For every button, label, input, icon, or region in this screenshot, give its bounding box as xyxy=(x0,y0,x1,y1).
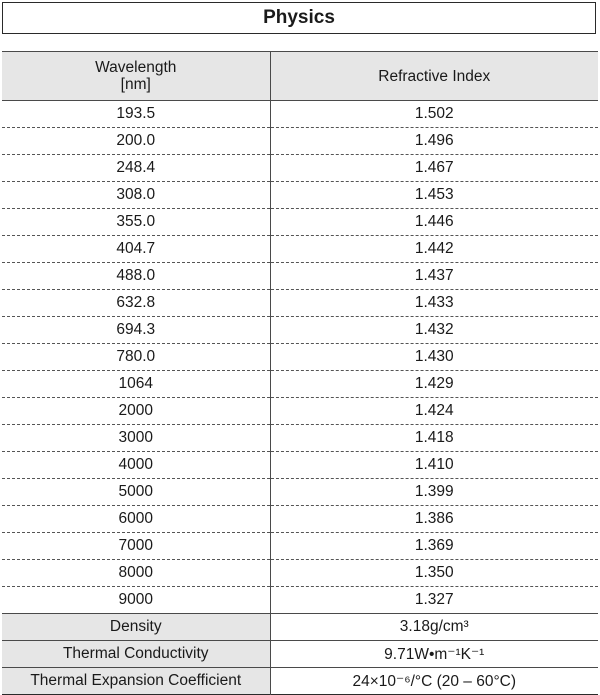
wavelength-column-header xyxy=(2,52,270,101)
refractive-index-cell: 1.429 xyxy=(270,371,598,398)
table-row xyxy=(2,182,598,209)
refractive-index-cell: 1.446 xyxy=(270,209,598,236)
wavelength-rows xyxy=(2,101,598,614)
refractive-index-cell: 1.399 xyxy=(270,479,598,506)
wavelength-cell: 355.0 xyxy=(2,209,270,236)
table-row xyxy=(2,479,598,506)
table-row xyxy=(2,263,598,290)
property-row xyxy=(2,614,598,641)
wavelength-cell: 3000 xyxy=(2,425,270,452)
table-row xyxy=(2,533,598,560)
wavelength-cell: 488.0 xyxy=(2,263,270,290)
refractive-index-cell: 1.386 xyxy=(270,506,598,533)
refractive-index-cell: 1.502 xyxy=(270,101,598,128)
property-value-cell: 24×10⁻⁶/°C (20 – 60°C) xyxy=(352,672,517,690)
refractive-index-cell: 1.430 xyxy=(270,344,598,371)
property-row xyxy=(2,668,598,695)
wavelength-cell: 5000 xyxy=(2,479,270,506)
wavelength-cell: 248.4 xyxy=(2,155,270,182)
refractive-index-cell: 1.369 xyxy=(270,533,598,560)
table-row xyxy=(2,452,598,479)
refractive-index-column-header: Refractive Index xyxy=(270,52,598,101)
refractive-index-cell: 1.496 xyxy=(270,128,598,155)
table-row xyxy=(2,155,598,182)
refractive-index-cell: 1.350 xyxy=(270,560,598,587)
table-row xyxy=(2,371,598,398)
table-row xyxy=(2,128,598,155)
wavelength-cell: 1064 xyxy=(2,371,270,398)
wavelength-header-unit: [nm] xyxy=(120,76,151,93)
physics-table xyxy=(2,51,598,695)
refractive-index-cell: 1.418 xyxy=(270,425,598,452)
table-row xyxy=(2,560,598,587)
wavelength-header-label: Wavelength xyxy=(95,59,177,76)
wavelength-cell: 8000 xyxy=(2,560,270,587)
refractive-index-cell: 1.432 xyxy=(270,317,598,344)
table-row xyxy=(2,101,598,128)
table-row xyxy=(2,398,598,425)
refractive-index-cell: 1.410 xyxy=(270,452,598,479)
refractive-index-cell: 1.433 xyxy=(270,290,598,317)
table-header-row xyxy=(2,52,598,101)
wavelength-cell: 200.0 xyxy=(2,128,270,155)
property-name-cell: Thermal Conductivity xyxy=(2,641,270,668)
table-row xyxy=(2,290,598,317)
refractive-index-cell: 1.453 xyxy=(270,182,598,209)
refractive-index-cell: 1.437 xyxy=(270,263,598,290)
refractive-index-cell: 1.424 xyxy=(270,398,598,425)
wavelength-cell: 404.7 xyxy=(2,236,270,263)
property-name-cell: Density xyxy=(2,614,270,641)
table-row xyxy=(2,236,598,263)
property-value-cell: 3.18g/cm³ xyxy=(270,614,598,641)
table-row xyxy=(2,587,598,614)
refractive-index-cell: 1.442 xyxy=(270,236,598,263)
table-row xyxy=(2,425,598,452)
refractive-index-cell: 1.327 xyxy=(270,587,598,614)
wavelength-cell: 4000 xyxy=(2,452,270,479)
wavelength-cell: 9000 xyxy=(2,587,270,614)
property-row xyxy=(2,641,598,668)
wavelength-cell: 2000 xyxy=(2,398,270,425)
wavelength-cell: 6000 xyxy=(2,506,270,533)
wavelength-cell: 308.0 xyxy=(2,182,270,209)
wavelength-cell: 193.5 xyxy=(2,101,270,128)
wavelength-cell: 694.3 xyxy=(2,317,270,344)
table-row xyxy=(2,506,598,533)
table-row xyxy=(2,317,598,344)
wavelength-cell: 780.0 xyxy=(2,344,270,371)
property-rows xyxy=(2,614,598,695)
property-value-cell: 9.71W•m⁻¹K⁻¹ xyxy=(270,641,598,668)
refractive-index-cell: 1.467 xyxy=(270,155,598,182)
property-name-cell: Thermal Expansion Coefficient xyxy=(2,668,270,695)
wavelength-cell: 632.8 xyxy=(2,290,270,317)
wavelength-cell: 7000 xyxy=(2,533,270,560)
page-title: Physics xyxy=(2,2,596,34)
table-row xyxy=(2,209,598,236)
table-row xyxy=(2,344,598,371)
